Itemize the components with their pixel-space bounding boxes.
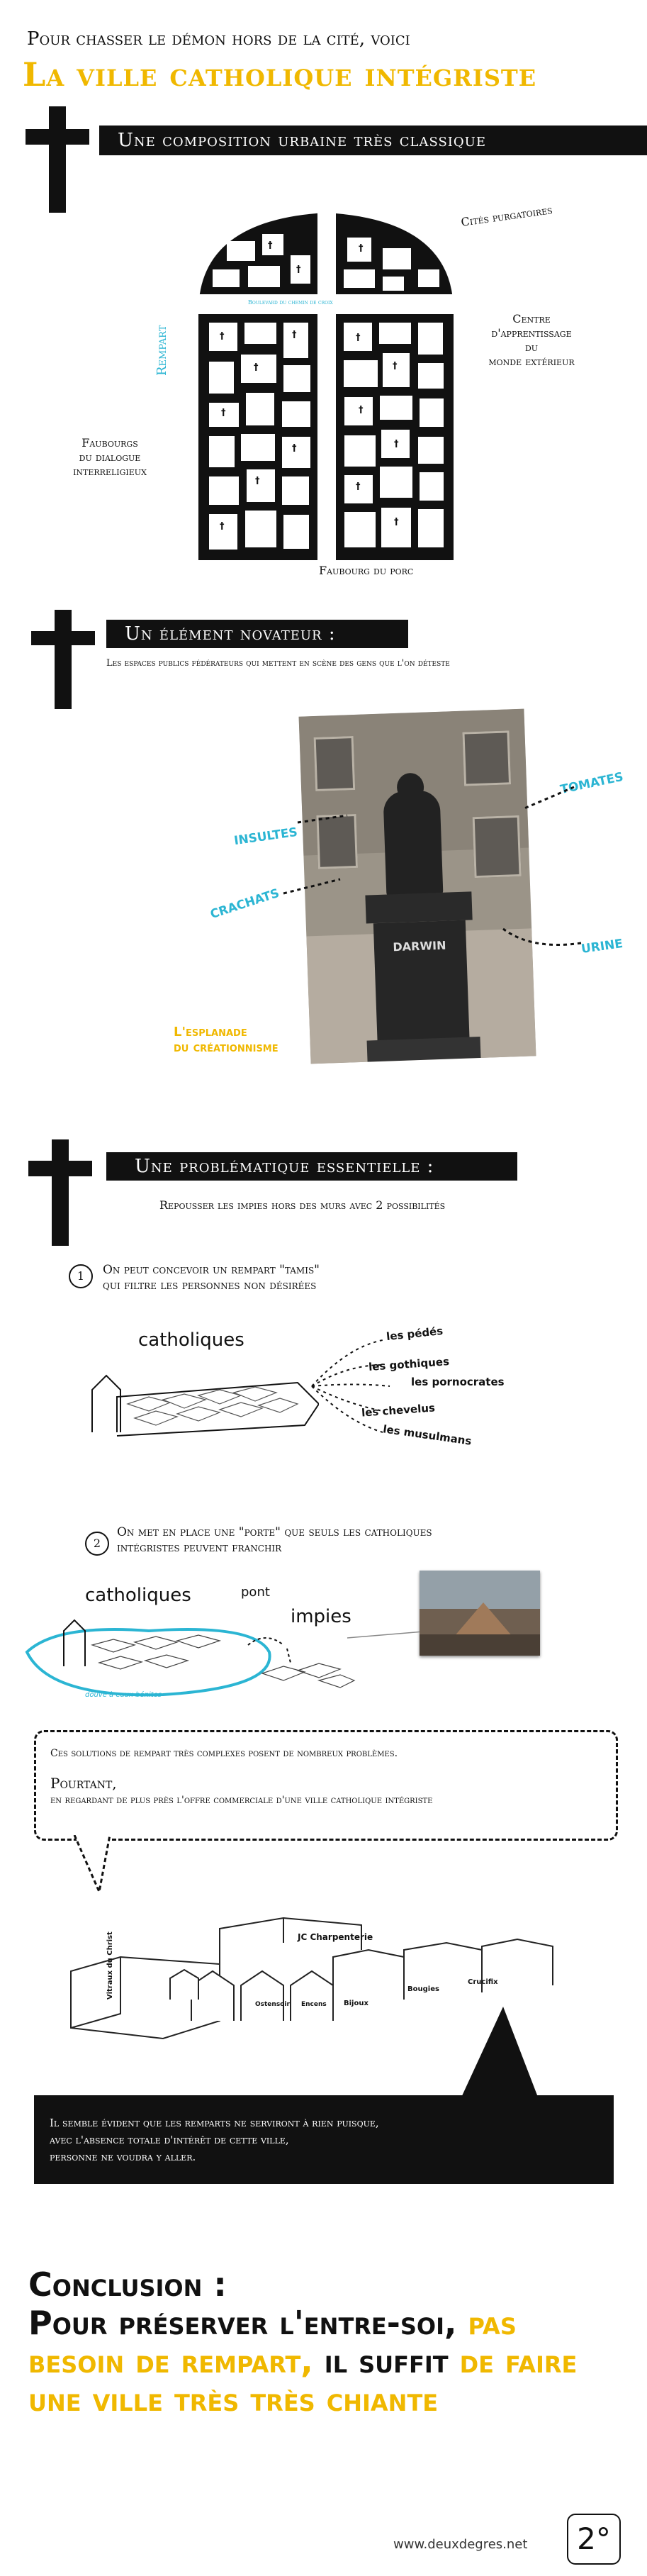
bubble-line1: Ces solutions de rempart très complexes posent de nombreux problèmes. (50, 1748, 398, 1759)
label-cites-purgatoires: Cités purgatoires (460, 203, 553, 229)
option1-text (103, 1262, 320, 1293)
label-rempart: Rempart (154, 325, 169, 376)
section1-banner: Une composition urbaine très classique (99, 126, 647, 155)
label-faubourgs (60, 436, 159, 479)
filtered-musulmans: les musulmans (382, 1422, 473, 1448)
filtered-pornocrates: les pornocrates (411, 1376, 505, 1388)
bubble-pourtant: Pourtant, (50, 1775, 117, 1792)
label-faubourgs-2: du dialogue (79, 450, 141, 464)
section2-banner: Un élément novateur : (106, 620, 408, 648)
option2-pont: pont (241, 1585, 270, 1600)
header-intro: Pour chasser le démon hors de la cité, voici (27, 28, 410, 50)
cross-icon (28, 1139, 92, 1246)
option1-line2: qui filtre les personnes non désirées (103, 1278, 317, 1293)
option2-line1: On met en place une "porte" que seuls les catholiques (117, 1525, 432, 1539)
svg-text:†: † (268, 240, 273, 251)
boulevard-label: Boulevard du chemin de croix (248, 299, 333, 306)
bubble-line2: en regardant de plus près l'offre commerciale d'une ville catholique intégriste (50, 1795, 433, 1806)
svg-text:†: † (255, 476, 260, 486)
label-faubourgs-3: interreligieux (73, 464, 147, 478)
option1-city-sketch (85, 1354, 319, 1446)
callout-line2: avec l'absence totale d'intérêt de cette ville, (50, 2134, 289, 2146)
option2-text (117, 1524, 432, 1556)
label-faubourgs-1: Faubourgs (81, 436, 138, 450)
label-esplanade-1: L'esplanade (174, 1025, 247, 1039)
svg-text:†: † (394, 517, 399, 528)
svg-text:†: † (296, 264, 301, 275)
callout-line1: Il semble évident que les remparts ne serviront à rien puisque, (50, 2117, 379, 2129)
section2-subtitle: Les espaces publics fédérateurs qui mettent en scène des gens que l'on déteste (106, 658, 450, 669)
svg-text:†: † (394, 439, 399, 450)
option2-line2: intégristes peuvent franchir (117, 1541, 282, 1555)
option2-number: 2 (85, 1532, 109, 1556)
option2-douve: douve à eaux bénites (85, 1691, 162, 1699)
label-tomates: TOMATES (558, 769, 625, 798)
svg-text:†: † (292, 330, 297, 340)
header-title: La ville catholique intégriste (23, 55, 537, 94)
conclusion-part2: pas besoin de rempart, (28, 2304, 517, 2380)
label-faubourg-porc: Faubourg du porc (319, 564, 414, 577)
label-centre (464, 312, 599, 369)
shop-vitraux: Vitraux du Christ (106, 1931, 114, 2000)
svg-text:†: † (220, 521, 225, 532)
city-map (170, 191, 482, 560)
conclusion-label: Conclusion : (28, 2265, 227, 2304)
svg-text:†: † (220, 331, 225, 342)
footer-site-link[interactable]: www.deuxdegres.net (393, 2537, 528, 2552)
shop-crucifix: Crucifix (468, 1978, 498, 1986)
option1-filter-lines (305, 1333, 397, 1439)
label-urine: URINE (580, 936, 624, 957)
conclusion-part4: de faire une ville très très chiante (28, 2342, 578, 2419)
label-centre-2: d'apprentissage (491, 326, 572, 340)
shop-bijoux: Bijoux (344, 2000, 368, 2007)
option2-city-sketch (21, 1610, 446, 1702)
cross-icon (26, 106, 89, 213)
callout-tail (461, 2007, 546, 2099)
conclusion-callout (34, 2095, 614, 2184)
filtered-pedes: les pédés (386, 1324, 444, 1344)
label-centre-3: du (524, 340, 539, 354)
conclusion-part1: Pour préserver l'entre-soi, (28, 2304, 457, 2342)
label-esplanade (174, 1025, 279, 1056)
label-centre-4: monde extérieur (488, 355, 575, 368)
option1-catholiques: catholiques (138, 1329, 244, 1351)
svg-text:†: † (254, 362, 259, 373)
svg-text:†: † (221, 408, 226, 418)
svg-text:†: † (356, 333, 361, 343)
inferno-painting (420, 1571, 540, 1656)
conclusion-part3: il suffit (324, 2342, 449, 2380)
option2-catholiques: catholiques (85, 1585, 191, 1606)
svg-text:†: † (359, 243, 364, 254)
speech-bubble (34, 1730, 618, 1841)
svg-text:†: † (359, 405, 364, 416)
svg-text:†: † (292, 443, 297, 454)
label-esplanade-2: du créationnisme (174, 1040, 279, 1055)
arrows-overlay (198, 766, 624, 978)
cross-icon (31, 610, 95, 709)
shop-charpenterie: JC Charpenterie (298, 1932, 373, 1942)
label-insultes: INSULTES (233, 825, 299, 849)
shop-bougies: Bougies (407, 1985, 439, 1993)
conclusion-text (28, 2265, 624, 2419)
svg-text:†: † (356, 481, 361, 492)
option1-number: 1 (69, 1264, 93, 1288)
shop-encens: Encens (301, 2001, 327, 2008)
darwin-plaque: DARWIN (393, 938, 446, 954)
option2-impies: impies (291, 1606, 351, 1627)
callout-line3: personne ne voudra y aller. (50, 2151, 196, 2163)
label-centre-1: Centre (512, 312, 551, 325)
svg-text:†: † (393, 361, 398, 372)
filtered-chevelus: les chevelus (361, 1401, 436, 1420)
filtered-gothiques: les gothiques (368, 1355, 450, 1373)
section3-banner: Une problématique essentielle : (106, 1152, 517, 1181)
section3-subtitle: Repousser les impies hors des murs avec 2 possibilités (159, 1198, 446, 1212)
label-crachats: CRACHATS (208, 886, 281, 922)
footer-logo: 2° (567, 2514, 621, 2565)
shop-ostensoir: Ostensoir (255, 2001, 290, 2008)
option1-line1: On peut concevoir un rempart "tamis" (103, 1263, 320, 1277)
